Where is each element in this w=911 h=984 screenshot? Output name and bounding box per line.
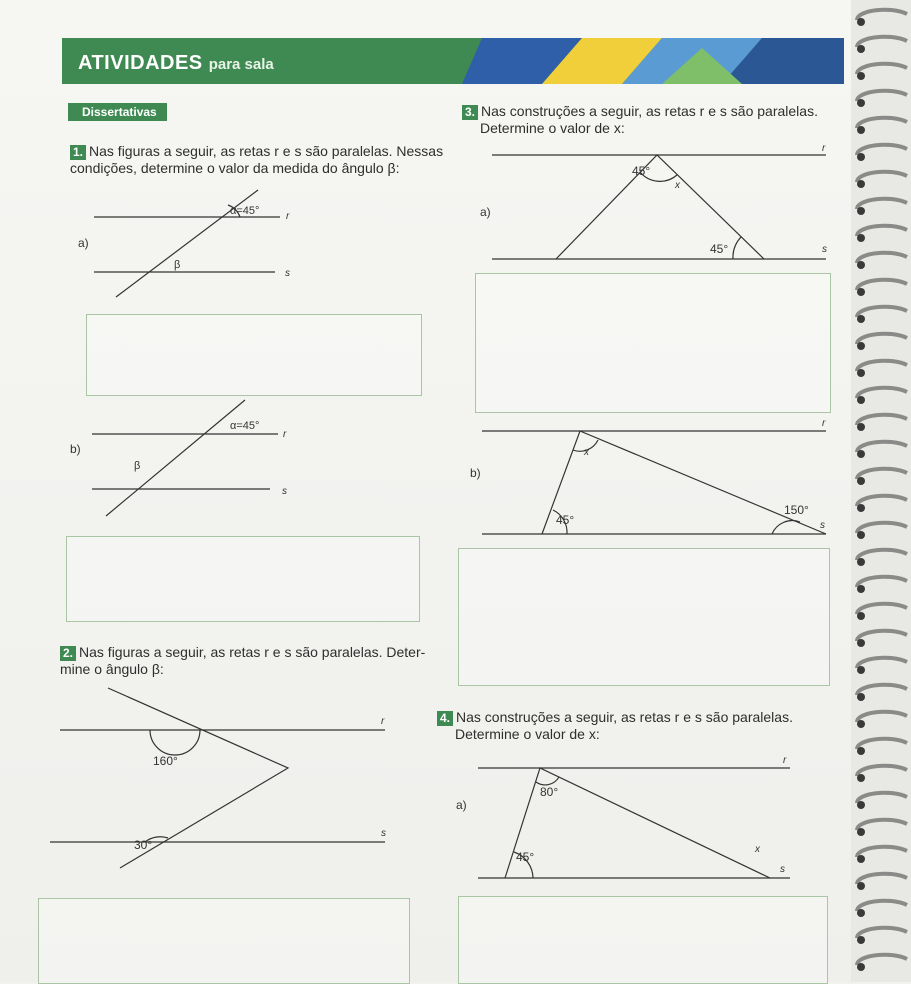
q1a-alpha-label: α=45°: [230, 205, 260, 217]
binding-hole: [857, 423, 865, 431]
q1a-r-label: r: [286, 211, 290, 222]
binding-hole: [857, 342, 865, 350]
binding-hole: [857, 234, 865, 242]
q3b-r-label: r: [822, 418, 826, 429]
binding-hole: [857, 801, 865, 809]
spiral-binding: [851, 0, 911, 982]
binding-hole: [857, 666, 865, 674]
binding-hole: [857, 504, 865, 512]
binding-hole: [857, 99, 865, 107]
binding-hole: [857, 531, 865, 539]
q4a-r-label: r: [783, 755, 787, 766]
q2-number: 2.: [60, 646, 76, 661]
q3a-x-label: x: [675, 180, 680, 191]
q3a-angle-bottom: 45°: [710, 242, 729, 256]
q3a-r-label: r: [822, 143, 826, 154]
q2-angle-160: 160°: [153, 754, 178, 768]
binding-hole: [857, 207, 865, 215]
q4a-angle-bottom: 45°: [516, 850, 535, 864]
activities-title-text: ATIVIDADES: [78, 52, 203, 74]
q3b-s-label: s: [820, 520, 825, 531]
q3-text-line2: Determine o valor de x:: [480, 120, 625, 136]
q3b-angle-left: 45°: [556, 513, 575, 527]
binding-hole: [857, 936, 865, 944]
binding-hole: [857, 612, 865, 620]
q3b-item-label: b): [470, 466, 481, 480]
binding-hole: [857, 774, 865, 782]
q4a-arc-top: [536, 777, 559, 785]
q3a-item-label: a): [480, 205, 491, 219]
binding-hole: [857, 639, 865, 647]
binding-hole: [857, 693, 865, 701]
q4-text-line2: Determine o valor de x:: [455, 726, 600, 742]
binding-hole: [857, 450, 865, 458]
q3a-s-label: s: [822, 244, 827, 255]
q1a-beta-label: β: [174, 259, 181, 271]
q1b-transversal: [106, 400, 245, 516]
binding-hole: [857, 18, 865, 26]
binding-hole: [857, 396, 865, 404]
q4-number: 4.: [437, 711, 453, 726]
binding-hole: [857, 855, 865, 863]
q1b-item-label: b): [70, 442, 81, 456]
binding-hole: [857, 45, 865, 53]
q1-number: 1.: [70, 145, 86, 160]
binding-hole: [857, 558, 865, 566]
binding-hole: [857, 882, 865, 890]
q2-text-line1: Nas figuras a seguir, as retas r e s são paralelas. Deter-: [79, 644, 426, 660]
binding-hole: [857, 180, 865, 188]
q4-text-line1: Nas construções a seguir, as retas r e s são paralelas.: [456, 709, 793, 725]
q1a-item-label: a): [78, 236, 89, 250]
q4a-item-label: a): [456, 798, 467, 812]
q2-arc-160: [150, 730, 200, 755]
q1a-s-label: s: [285, 268, 290, 279]
q2-text-line2: mine o ângulo β:: [60, 661, 164, 677]
activities-subtitle: para sala: [208, 56, 274, 73]
binding-hole: [857, 126, 865, 134]
q3-number: 3.: [462, 105, 478, 120]
binding-hole: [857, 72, 865, 80]
q1-text-line2: condições, determine o valor da medida do ângulo β:: [70, 160, 400, 176]
q1b-alpha-label: α=45°: [230, 420, 260, 432]
binding-hole: [857, 909, 865, 917]
q1b-beta-label: β: [134, 460, 141, 472]
q3a-zigzag: [556, 155, 764, 259]
binding-hole: [857, 261, 865, 269]
binding-hole: [857, 153, 865, 161]
q2-angle-30: 30°: [134, 838, 153, 852]
q3b-arc-right: [772, 521, 800, 534]
q1-text-line1: Nas figuras a seguir, as retas r e s são paralelas. Nessas: [89, 143, 444, 159]
binding-hole: [857, 369, 865, 377]
binding-hole: [857, 963, 865, 971]
q3b-x-label: x: [584, 447, 589, 458]
binding-hole: [857, 288, 865, 296]
q3a-angle-top: 45°: [632, 164, 651, 178]
binding-hole: [857, 315, 865, 323]
q2-s-label: s: [381, 828, 386, 839]
q3a-arc-bottom: [733, 237, 741, 259]
q3-text-line1: Nas construções a seguir, as retas r e s são paralelas.: [481, 103, 818, 119]
q1b-s-label: s: [282, 486, 287, 497]
q4a-s-label: s: [780, 864, 785, 875]
q4a-angle-top: 80°: [540, 785, 559, 799]
q2-r-label: r: [381, 716, 385, 727]
binding-hole: [857, 747, 865, 755]
section-tag: Dissertativas: [68, 103, 167, 121]
binding-hole: [857, 828, 865, 836]
q1b-r-label: r: [283, 429, 287, 440]
binding-hole: [857, 477, 865, 485]
q4a-x-label: x: [755, 844, 760, 855]
q3b-angle-right: 150°: [784, 503, 809, 517]
binding-hole: [857, 585, 865, 593]
binding-hole: [857, 720, 865, 728]
